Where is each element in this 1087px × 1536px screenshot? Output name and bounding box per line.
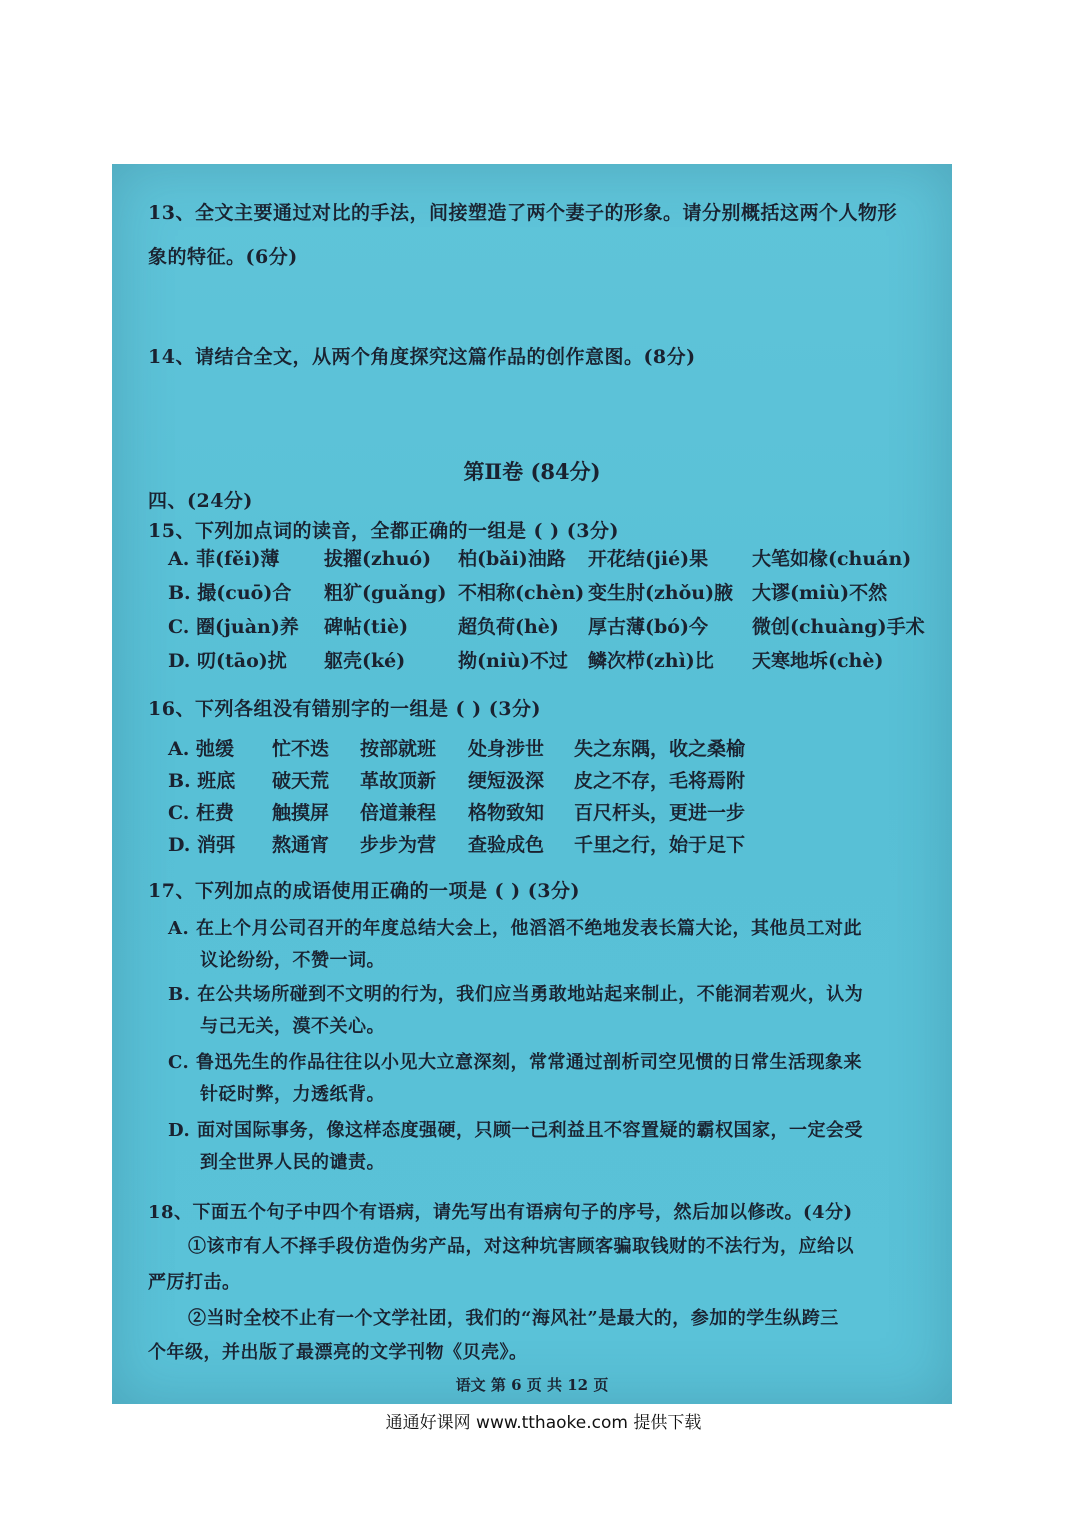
q15-b-5: 大谬(miù)不然 [752, 582, 888, 604]
q17-option-c-line-2: 针砭时弊，力透纸背。 [200, 1084, 385, 1105]
q16-a-4: 处身涉世 [468, 738, 545, 760]
q15-a-3: 柏(bǎi)油路 [458, 548, 566, 570]
q16-a-5: 失之东隅，收之桑榆 [574, 738, 746, 760]
q17-option-d-line-1: D. 面对国际事务，像这样态度强硬，只顾一己利益且不容置疑的霸权国家，一定会受 [168, 1120, 863, 1141]
q15-b-2: 粗犷(guǎng) [324, 582, 447, 604]
q16-b-2: 破天荒 [272, 770, 330, 792]
q15-b-3: 不相称(chèn) [458, 582, 585, 604]
q13-line-1: 13、全文主要通过对比的手法，间接塑造了两个妻子的形象。请分别概括这两个人物形 [148, 202, 897, 224]
q15-c-3: 超负荷(hè) [458, 616, 559, 638]
q15-c-2: 碑帖(tiè) [324, 616, 409, 638]
q15-a-1: A. 菲(fěi)薄 [168, 548, 280, 570]
q16-a-2: 忙不迭 [272, 738, 330, 760]
q16-c-3: 倍道兼程 [360, 802, 437, 824]
q15-d-2: 躯壳(ké) [324, 650, 406, 672]
q15-stem: 15、下列加点词的读音，全都正确的一组是 ( ) (3分) [148, 520, 619, 542]
q17-option-a-line-1: A. 在上个月公司召开的年度总结大会上，他滔滔不绝地发表长篇大论，其他员工对此 [168, 918, 862, 939]
q16-a-3: 按部就班 [360, 738, 437, 760]
q16-b-1: B. 班底 [168, 770, 236, 792]
q16-d-2: 熬通宵 [272, 834, 330, 856]
q15-d-1: D. 叨(tāo)扰 [168, 650, 287, 672]
q16-d-1: D. 消弭 [168, 834, 236, 856]
q15-d-3: 拗(niù)不过 [458, 650, 568, 672]
q18-sentence-2-line-1: ②当时全校不止有一个文学社团，我们的“海风社”是最大的，参加的学生纵跨三 [188, 1308, 839, 1329]
q15-b-4: 变生肘(zhǒu)腋 [588, 582, 734, 604]
q14-line-1: 14、请结合全文，从两个角度探究这篇作品的创作意图。(8分) [148, 346, 696, 368]
q16-c-2: 触摸屏 [272, 802, 330, 824]
q17-option-d-line-2: 到全世界人民的谴责。 [200, 1152, 385, 1173]
q18-sentence-2-line-2: 个年级，并出版了最漂亮的文学刊物《贝壳》。 [148, 1342, 528, 1363]
section-title: 第Ⅱ卷 (84分) [463, 459, 601, 484]
scanned-exam-page [112, 164, 952, 1404]
q15-c-1: C. 圈(juàn)养 [168, 616, 299, 638]
q17-option-c-line-1: C. 鲁迅先生的作品往往以小见大立意深刻，常常通过剖析司空见惯的日常生活现象来 [168, 1052, 863, 1073]
q15-d-4: 鳞次栉(zhì)比 [588, 650, 714, 672]
q16-d-3: 步步为营 [360, 834, 437, 856]
q16-a-1: A. 弛缓 [168, 738, 234, 760]
q16-stem: 16、下列各组没有错别字的一组是 ( ) (3分) [148, 698, 541, 720]
q17-option-b-line-2: 与己无关，漠不关心。 [200, 1016, 385, 1037]
q18-sentence-1-line-1: ①该市有人不择手段仿造伪劣产品，对这种坑害顾客骗取钱财的不法行为，应给以 [188, 1236, 854, 1257]
q17-stem: 17、下列加点的成语使用正确的一项是 ( ) (3分) [148, 880, 580, 902]
q13-line-2: 象的特征。(6分) [148, 246, 298, 268]
q16-c-5: 百尺杆头，更进一步 [574, 802, 746, 824]
q16-c-4: 格物致知 [468, 802, 545, 824]
q16-b-3: 革故顶新 [360, 770, 437, 792]
watermark-text: 通通好课网 www.tthaoke.com 提供下载 [385, 1413, 702, 1433]
page-footer: 语文 第 6 页 共 12 页 [455, 1376, 609, 1394]
q16-c-1: C. 枉费 [168, 802, 235, 824]
q16-b-4: 绠短汲深 [468, 770, 545, 792]
q18-stem: 18、下面五个句子中四个有语病，请先写出有语病句子的序号，然后加以修改。(4分) [148, 1202, 853, 1223]
q15-b-1: B. 撮(cuō)合 [168, 582, 292, 604]
q15-a-5: 大笔如椽(chuán) [752, 548, 912, 570]
q16-d-4: 查验成色 [468, 834, 545, 856]
q17-option-b-line-1: B. 在公共场所碰到不文明的行为，我们应当勇敢地站起来制止，不能洞若观火，认为 [168, 984, 864, 1005]
q15-a-4: 开花结(jié)果 [588, 548, 709, 570]
part-four-heading: 四、(24分) [148, 490, 253, 512]
q16-d-5: 千里之行，始于足下 [574, 834, 746, 856]
q16-b-5: 皮之不存，毛将焉附 [574, 770, 746, 792]
q15-c-5: 微创(chuàng)手术 [752, 616, 925, 638]
q15-d-5: 天寒地坼(chè) [752, 650, 884, 672]
q15-c-4: 厚古薄(bó)今 [588, 616, 708, 638]
q17-option-a-line-2: 议论纷纷，不赞一词。 [200, 950, 385, 971]
q15-a-2: 拔擢(zhuó) [324, 548, 432, 570]
q18-sentence-1-line-2: 严厉打击。 [148, 1272, 241, 1293]
